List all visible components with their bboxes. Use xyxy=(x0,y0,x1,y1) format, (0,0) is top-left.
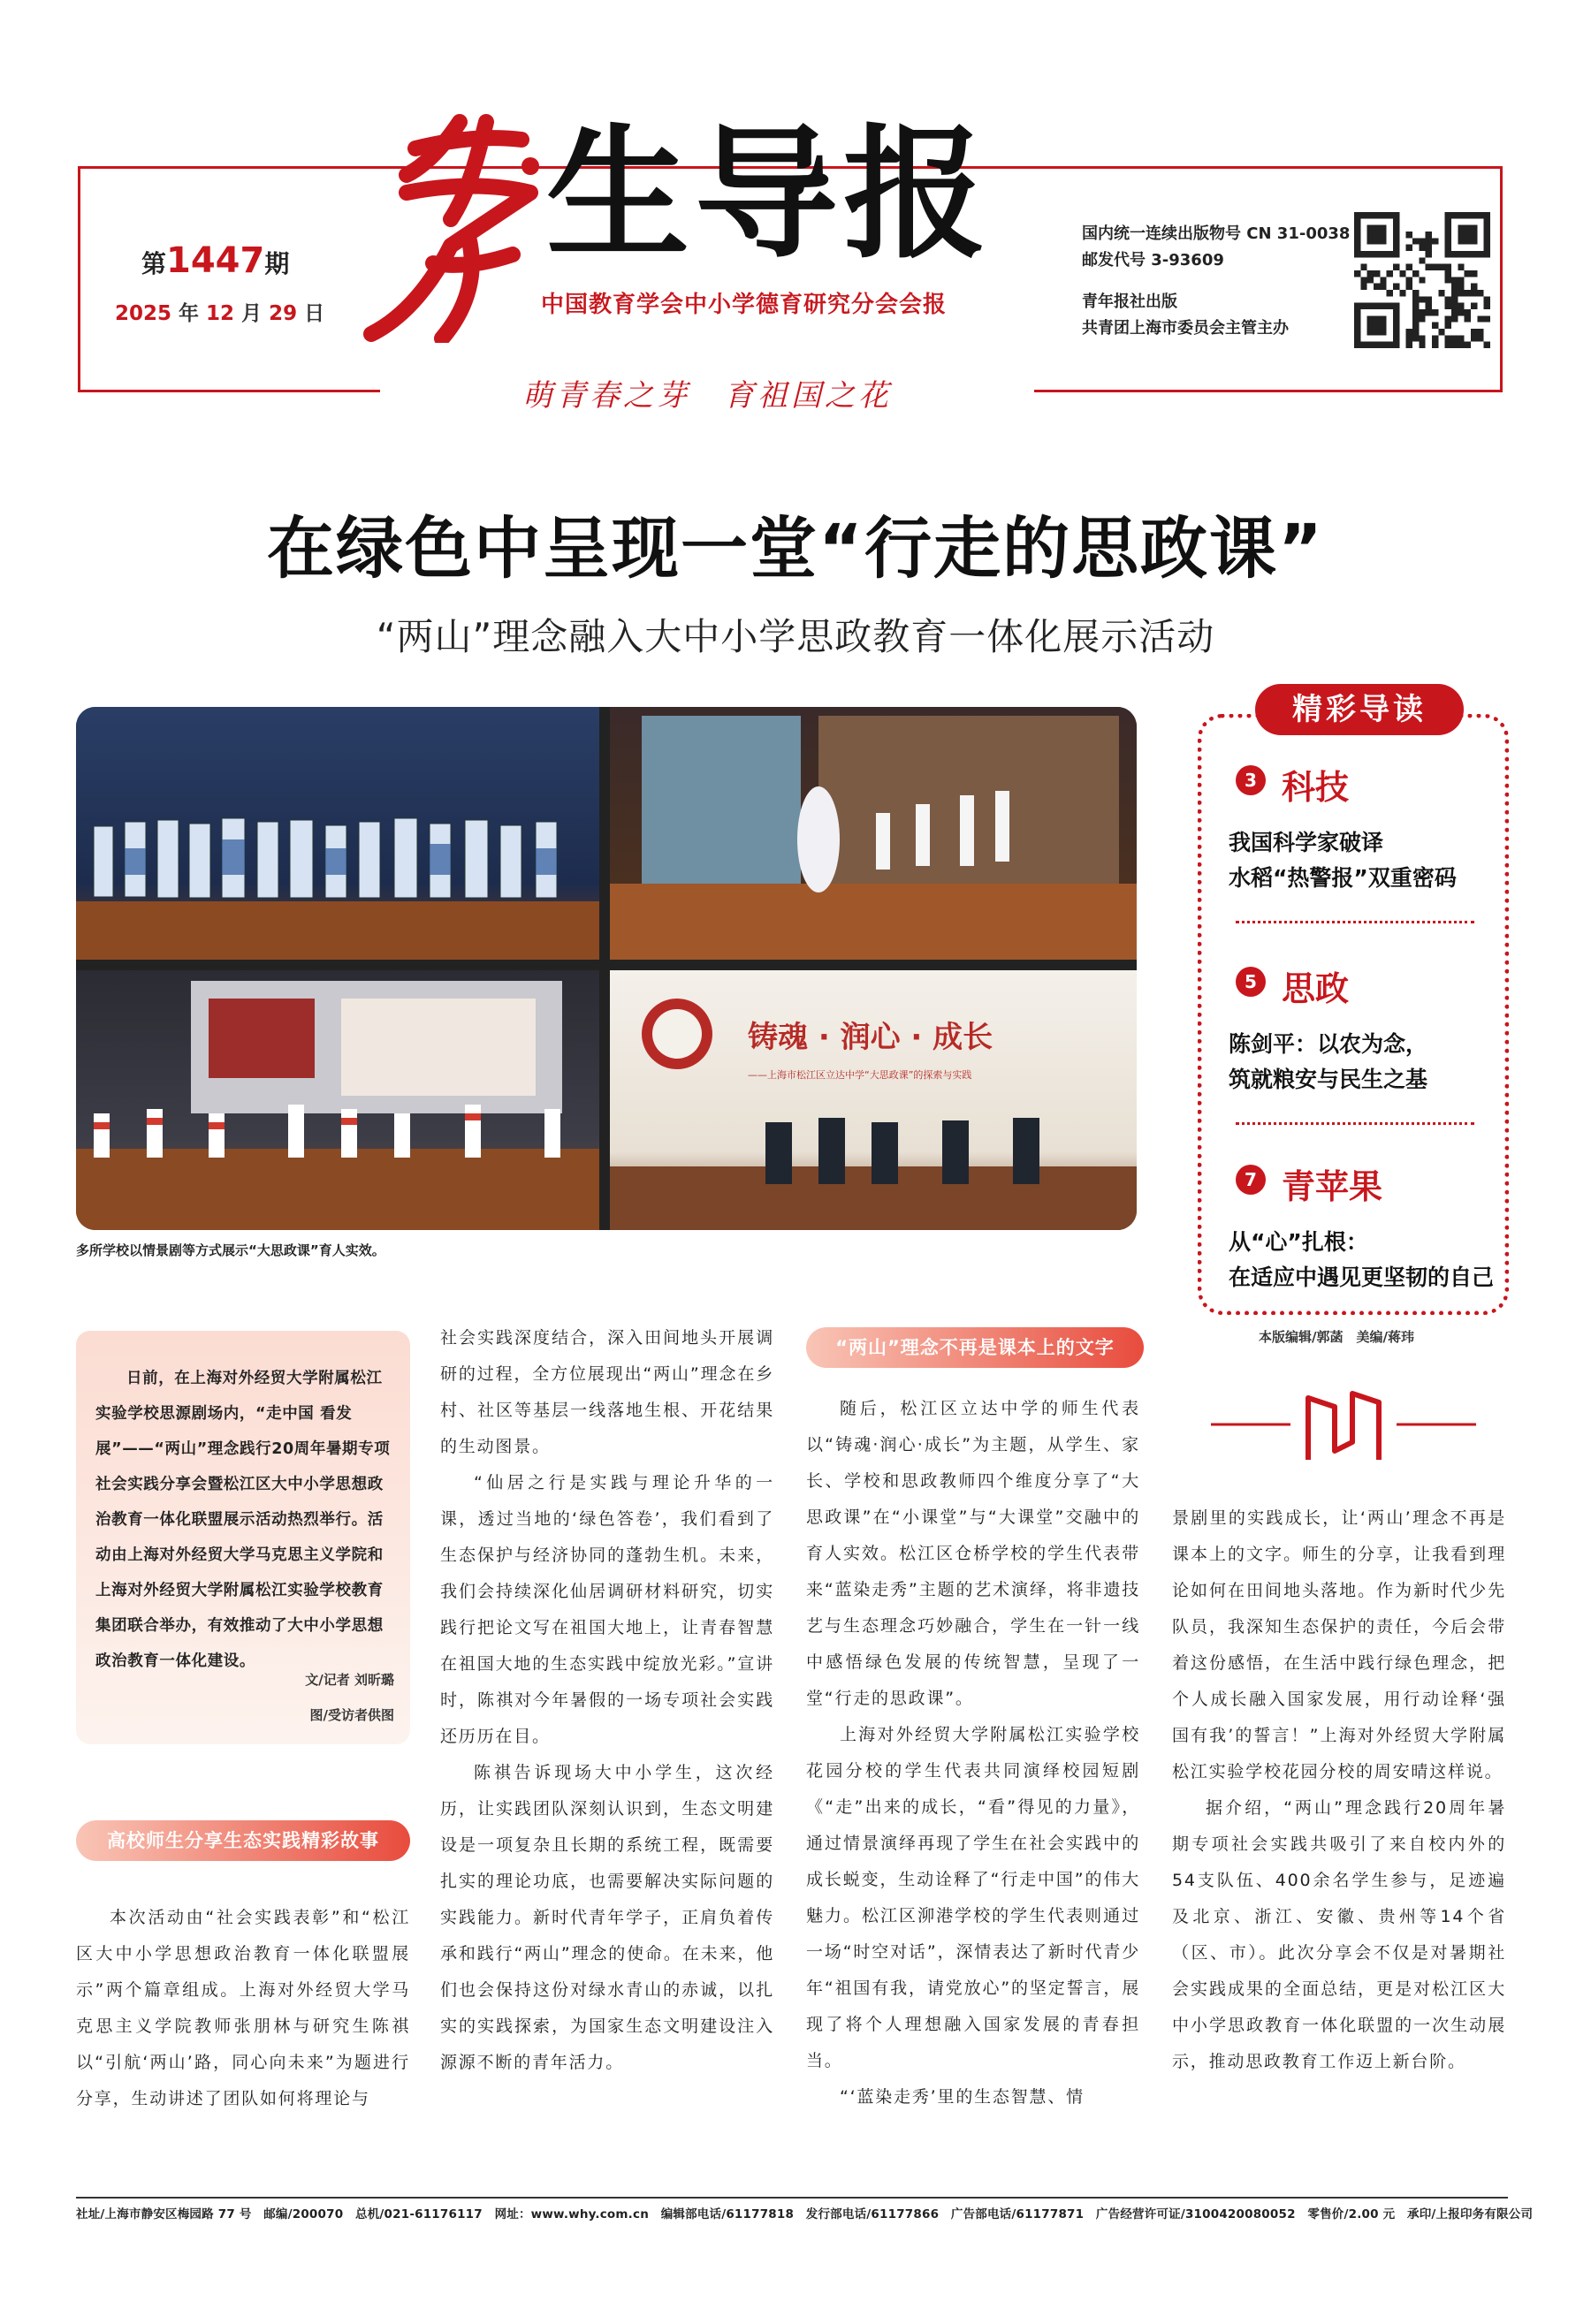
guide-line: 水稻“热警报”双重密码 xyxy=(1229,865,1457,891)
date-month: 12 xyxy=(206,302,235,325)
article-paragraph: “仙居之行是实践与理论升华的一课，透过当地的‘绿色答卷’，我们看到了生态保护与经济协同的蓬勃生机。未来，我们会持续深化仙居调研材料研究，切实践行把论文写在祖国大地上，让青春智慧在祖国大地的生态实践中绽放光彩。”宣讲时，陈祺对今年暑假的一场专项社会实践还历历在目。 xyxy=(440,1473,774,1746)
publication-codes xyxy=(1082,221,1350,274)
photo-caption: 多所学校以情景剧等方式展示“大思政课”育人实效。 xyxy=(76,1242,385,1258)
guide-divider xyxy=(1236,1122,1474,1125)
guide-item-apple[interactable] xyxy=(1229,1225,1494,1295)
page-editors: 本版编辑/郭菡 美编/蒋玮 xyxy=(1259,1329,1414,1345)
issue-number-value: 1447 xyxy=(166,240,265,281)
masthead-logo: 生导报 xyxy=(546,112,992,278)
issue-date xyxy=(115,297,324,326)
guide-item-tech[interactable] xyxy=(1229,825,1457,896)
section-head-2: “两山”理念不再是课本上的文字 xyxy=(806,1327,1144,1368)
issue-suffix: 期 xyxy=(264,249,290,278)
guide-line: 筑就粮安与民生之基 xyxy=(1229,1067,1428,1092)
guide-section-tech[interactable]: 科技 xyxy=(1282,768,1350,807)
lead-paragraph: 日前，在上海对外经贸大学附属松江实验学校思源剧场内，“走中国 看发展”——“两山”理念践行20周年暑期专项社会实践分享会暨松江区大中小学思想政治教育一体化联盟展示活动热烈举行。活动由上海对外经贸大学马克思主义学院和上海对外经贸大学附属松江实验学校教育集团联合举办，有效推动了大中小学思想政治教育一体化建设。 xyxy=(95,1370,391,1670)
article-paragraph: 本次活动由“社会实践表彰”和“松江区大中小学思想政治教育一体化联盟展示”两个篇章组成。上海对外经贸大学马克思主义学院教师张朋林与研究生陈祺以“引航‘两山’路，同心向未来”为题进行分享，生动讲述了团队如何将理论与 xyxy=(76,1908,410,2108)
photo-credit: 图/受访者供图 xyxy=(309,1707,394,1723)
issue-number xyxy=(141,240,289,281)
sponsor: 共青团上海市委员会主管主办 xyxy=(1082,319,1289,338)
date-day: 29 xyxy=(269,302,298,325)
article-column-2 xyxy=(440,1320,774,2081)
guide-line: 陈剑平：以农为念， xyxy=(1229,1031,1428,1057)
article-paragraph: 社会实践深度结合，深入田间地头开展调研的过程，全方位展现出“两山”理念在乡村、社区等基层一线落地生根、开花结果的生动图景。 xyxy=(440,1328,774,1456)
article-paragraph: 陈祺告诉现场大中小学生，这次经历，让实践团队深刻认识到，生态文明建设是一项复杂且长期的系统工程，既需要扎实的理论功底，也需要解决实际问题的实践能力。新时代青年学子，正肩负着传承和践行“两山”理念的使命。在未来，他们也会保持这份对绿水青山的赤诚，以扎实的实践探索，为国家生态文明建设注入源源不断的青年活力。 xyxy=(440,1763,774,2072)
date-year-unit: 年 xyxy=(179,302,200,325)
article-paragraph: 景剧里的实践成长，让‘两山’理念不再是课本上的文字。师生的分享，让我看到理论如何在田间地头落地。作为新时代少先队员，我深知生态保护的责任，今后会带着这份感悟，在生活中践行绿色理念，把个人成长融入国家发展，用行动诠释‘强国有我’的誓言！”上海对外经贸大学附属松江实验学校花园分校的周安晴这样说。 xyxy=(1172,1508,1506,1781)
guide-item-politics[interactable] xyxy=(1229,1027,1427,1097)
footer-info: 社址/上海市静安区梅园路 77 号 邮编/200070 总机/021-61176117 网址：www.why.com.cn 编辑部电话/61177818 发行部电话/61177866 广告部电话/61177871 广告经营许可证/3100420080052 零售价/2.00 元 承印/上报印务有限公司 xyxy=(76,2207,1534,2221)
guide-page-badge: 7 xyxy=(1236,1165,1266,1195)
main-headline: 在绿色中呈现一堂“行走的思政课” xyxy=(267,509,1324,588)
photo-banner-subtext: ——上海市松江区立达中学“大思政课”的探索与实践 xyxy=(748,1069,972,1081)
photo-banner-text: 铸魂 · 润心 · 成长 xyxy=(748,1020,993,1055)
photo-collage xyxy=(76,707,1137,1230)
guide-line: 我国科学家破译 xyxy=(1229,830,1384,855)
date-day-unit: 日 xyxy=(304,302,325,325)
guide-section-apple[interactable]: 青苹果 xyxy=(1282,1167,1383,1206)
serial-number: 国内统一连续出版物号 CN 31-0038 xyxy=(1082,224,1351,243)
reporter-credit: 文/记者 刘昕璐 xyxy=(305,1672,394,1688)
date-month-unit: 月 xyxy=(241,302,263,325)
masthead-slogan: 萌青春之芽 育祖国之花 xyxy=(522,378,892,414)
publisher-info xyxy=(1082,289,1289,342)
article-paragraph: 上海对外经贸大学附属松江实验学校花园分校的学生代表共同演绎校园短剧《“走”出来的成长，“看”得见的力量》，通过情景演绎再现了学生在社会实践中的成长蜕变，生动诠释了“行走中国”的伟大魅力。松江区泖港学校的学生代表则通过一场“时空对话”，深情表达了新时代青少年“祖国有我，请党放心”的坚定誓言，展现了将个人理想融入国家发展的青春担当。 xyxy=(806,1725,1140,2070)
guide-line: 在适应中遇见更坚韧的自己 xyxy=(1229,1265,1495,1290)
article-paragraph: 随后，松江区立达中学的师生代表以“铸魂·润心·成长”为主题，从学生、家长、学校和思政教师四个维度分享了“大思政课”在“小课堂”与“大课堂”交融中的育人实效。松江区仓桥学校的学生代表带来“蓝染走秀”主题的艺术演绎，将非遗技艺与生态理念巧妙融合，学生在一针一线中感悟绿色发展的传统智慧，呈现了一堂“行走的思政课”。 xyxy=(806,1399,1140,1708)
article-paragraph: 据介绍，“两山”理念践行20周年暑期专项社会实践共吸引了来自校内外的54支队伍、400余名学生参与，足迹遍及北京、浙江、安徽、贵州等14个省（区、市）。此次分享会不仅是对暑期社会实践成果的全面总结，更是对松江区大中小学思政教育一体化联盟的一次生动展示，推动思政教育工作迈上新台阶。 xyxy=(1172,1798,1506,2071)
decorative-emblem-icon xyxy=(1211,1380,1476,1469)
section-head-1: 高校师生分享生态实践精彩故事 xyxy=(76,1820,410,1861)
guide-page-badge: 5 xyxy=(1236,967,1266,997)
guide-divider xyxy=(1236,921,1474,923)
issue-prefix: 第 xyxy=(141,249,167,278)
article-column-4 xyxy=(1172,1500,1506,2080)
qr-code-icon[interactable] xyxy=(1354,212,1490,348)
masthead-subtitle: 中国教育学会中小学德育研究分会会报 xyxy=(541,292,948,318)
footer-divider xyxy=(76,2197,1508,2199)
guide-line: 从“心”扎根： xyxy=(1229,1229,1368,1255)
reading-guide-title: 精彩导读 xyxy=(1255,684,1464,735)
sub-headline: “两山”理念融入大中小学思政教育一体化展示活动 xyxy=(376,615,1215,658)
publisher: 青年报社出版 xyxy=(1082,292,1177,311)
logo-calligraphy-icon xyxy=(354,113,557,343)
article-column-1 xyxy=(76,1900,410,2117)
article-paragraph: “‘蓝染走秀’里的生态智慧、情 xyxy=(840,2087,1085,2107)
guide-section-politics[interactable]: 思政 xyxy=(1282,969,1350,1008)
date-year: 2025 xyxy=(115,302,172,325)
guide-page-badge: 3 xyxy=(1236,765,1266,795)
postal-code: 邮发代号 3-93609 xyxy=(1082,251,1224,270)
article-column-3 xyxy=(806,1391,1140,2115)
photo-collage-image xyxy=(76,707,1137,1230)
